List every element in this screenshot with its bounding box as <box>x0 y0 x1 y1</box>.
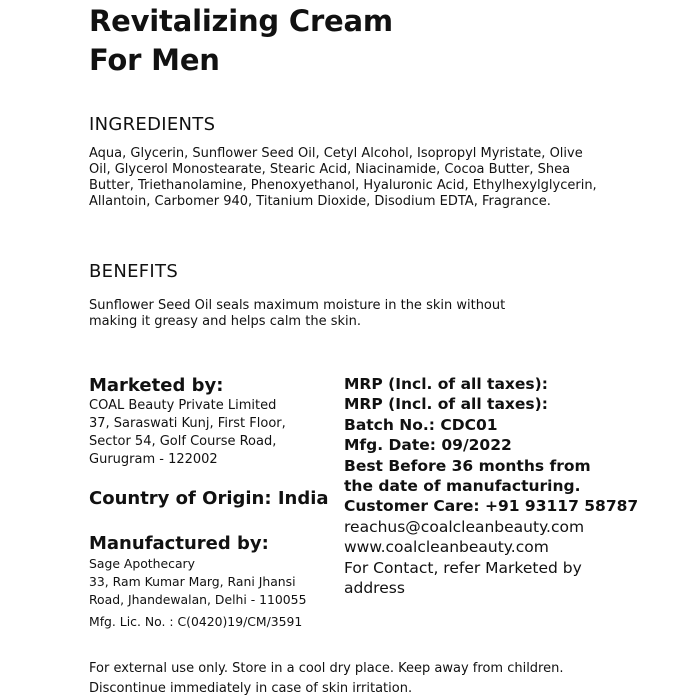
ingredients-line: Aqua, Glycerin, Sunflower Seed Oil, Cetyl Alcohol, Isopropyl Myristate, Olive <box>89 146 583 161</box>
product-title <box>89 2 393 80</box>
mrp-label: MRP (Incl. of all taxes): <box>344 375 548 393</box>
ingredients-line: Oil, Glycerol Monostearate, Stearic Acid, Niacinamide, Cocoa Butter, Shea <box>89 162 571 177</box>
contact-note: address <box>344 579 405 598</box>
disclaimer-line: Discontinue immediately in case of skin irritation. <box>89 681 413 696</box>
website: www.coalcleanbeauty.com <box>344 538 549 557</box>
product-title-line-1: Revitalizing Cream <box>89 4 393 38</box>
contact-note: For Contact, refer Marketed by <box>344 558 582 577</box>
ingredients-heading: INGREDIENTS <box>89 114 216 135</box>
benefits-heading: BENEFITS <box>89 261 179 282</box>
marketed-by-line: Sector 54, Golf Course Road, <box>89 434 277 449</box>
marketed-by-heading: Marketed by: <box>89 375 224 396</box>
marketed-by-line: Gurugram - 122002 <box>89 452 218 467</box>
marketed-by-address <box>89 397 339 469</box>
mrp-label: MRP (Incl. of all taxes): <box>344 395 548 414</box>
batch-number: Batch No.: CDC01 <box>344 415 498 434</box>
ingredients-list <box>89 146 689 210</box>
product-info-column <box>344 374 684 598</box>
marketed-by-line: COAL Beauty Private Limited <box>89 398 277 413</box>
customer-care: Customer Care: +91 93117 58787 <box>344 497 639 516</box>
benefits-text <box>89 298 649 330</box>
best-before: Best Before 36 months from <box>344 456 591 475</box>
contact-email: reachus@coalcleanbeauty.com <box>344 517 585 536</box>
manufactured-by-address <box>89 555 339 631</box>
benefits-line: making it greasy and helps calm the skin. <box>89 314 361 329</box>
manufactured-by-line: Road, Jhandewalan, Delhi - 110055 <box>89 592 307 607</box>
manufactured-by-line: Sage Apothecary <box>89 556 195 571</box>
ingredients-line: Allantoin, Carbomer 940, Titanium Dioxide, Disodium EDTA, Fragrance. <box>89 194 551 209</box>
disclaimer-line: For external use only. Store in a cool dry place. Keep away from children. <box>89 661 564 676</box>
country-of-origin: Country of Origin: India <box>89 488 329 509</box>
benefits-line: Sunflower Seed Oil seals maximum moisture in the skin without <box>89 298 506 313</box>
product-title-line-2: For Men <box>89 43 220 77</box>
manufacturing-licence-number: Mfg. Lic. No. : C(0420)19/CM/3591 <box>89 614 303 629</box>
manufacturing-date: Mfg. Date: 09/2022 <box>344 436 512 455</box>
disclaimer <box>89 659 679 699</box>
ingredients-line: Butter, Triethanolamine, Phenoxyethanol, Hyaluronic Acid, Ethylhexylglycerin, <box>89 178 597 193</box>
manufactured-by-line: 33, Ram Kumar Marg, Rani Jhansi <box>89 574 296 589</box>
marketed-by-line: 37, Saraswati Kunj, First Floor, <box>89 416 286 431</box>
best-before: the date of manufacturing. <box>344 477 581 496</box>
manufactured-by-heading: Manufactured by: <box>89 533 269 554</box>
